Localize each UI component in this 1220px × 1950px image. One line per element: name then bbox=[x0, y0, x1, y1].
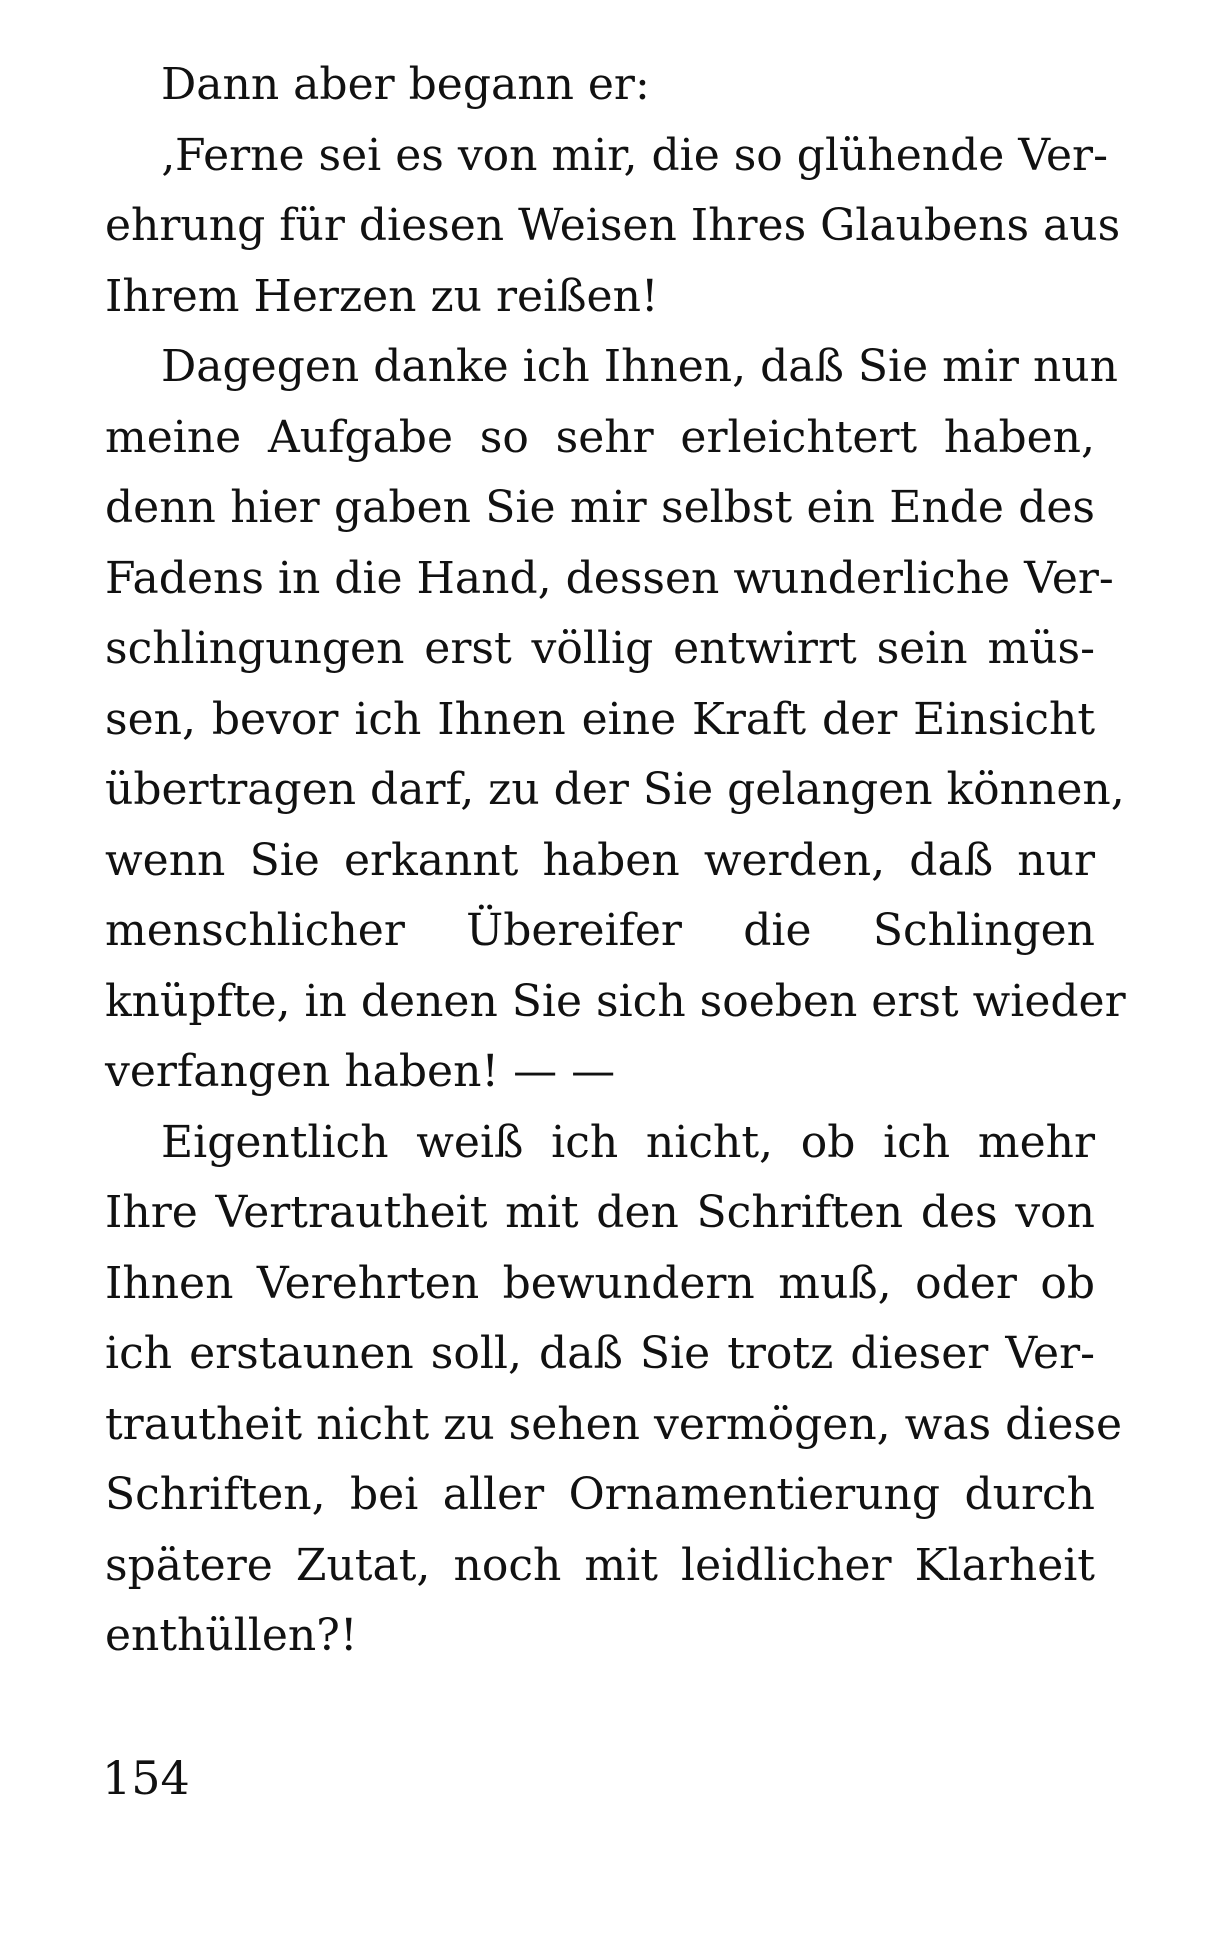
text-line: menschlicher Übereifer die Schlingen bbox=[105, 905, 1095, 956]
text-line: meine Aufgabe so sehr erleichtert haben, bbox=[105, 411, 1095, 463]
text-line: Fadens in die Hand, dessen wunderliche Ver- bbox=[105, 552, 1114, 604]
text-line: übertragen darf, zu der Sie gelangen können, bbox=[105, 764, 1125, 815]
text-line: Schriften, bei aller Ornamentierung durch bbox=[105, 1469, 1095, 1520]
text-line: sen, bevor ich Ihnen eine Kraft der Einsicht bbox=[105, 693, 1095, 745]
text-line: enthüllen?! bbox=[105, 1610, 358, 1661]
page-number: 154 bbox=[102, 1751, 190, 1805]
text-line: Dann aber begann er: bbox=[161, 59, 650, 110]
text-line: wenn Sie erkannt haben werden, daß nur bbox=[105, 834, 1095, 886]
text-line: knüpfte, in denen Sie sich soeben erst wieder bbox=[105, 975, 1126, 1027]
text-line: ‚Ferne sei es von mir, die so glühende Ver- bbox=[161, 129, 1108, 181]
text-line: denn hier gaben Sie mir selbst ein Ende des bbox=[105, 482, 1095, 533]
text-line: Ihnen Verehrten bewundern muß, oder ob bbox=[105, 1257, 1095, 1309]
text-line: verfangen haben! — — bbox=[105, 1046, 616, 1097]
text-line: schlingungen erst völlig entwirrt sein müs- bbox=[105, 623, 1095, 674]
text-line: Dagegen danke ich Ihnen, daß Sie mir nun bbox=[161, 341, 1118, 392]
text-line: spätere Zutat, noch mit leidlicher Klarheit bbox=[105, 1539, 1095, 1591]
text-line: trautheit nicht zu sehen vermögen, was diese bbox=[105, 1398, 1122, 1450]
text-line: ehrung für diesen Weisen Ihres Glaubens aus bbox=[105, 200, 1121, 251]
text-line: Ihrem Herzen zu reißen! bbox=[105, 270, 659, 322]
page-body-text bbox=[105, 50, 1126, 1672]
text-line: Ihre Vertrautheit mit den Schriften des von bbox=[105, 1187, 1095, 1238]
text-line: ich erstaunen soll, daß Sie trotz dieser Ver- bbox=[105, 1328, 1095, 1379]
text-line: Eigentlich weiß ich nicht, ob ich mehr bbox=[161, 1116, 1095, 1168]
